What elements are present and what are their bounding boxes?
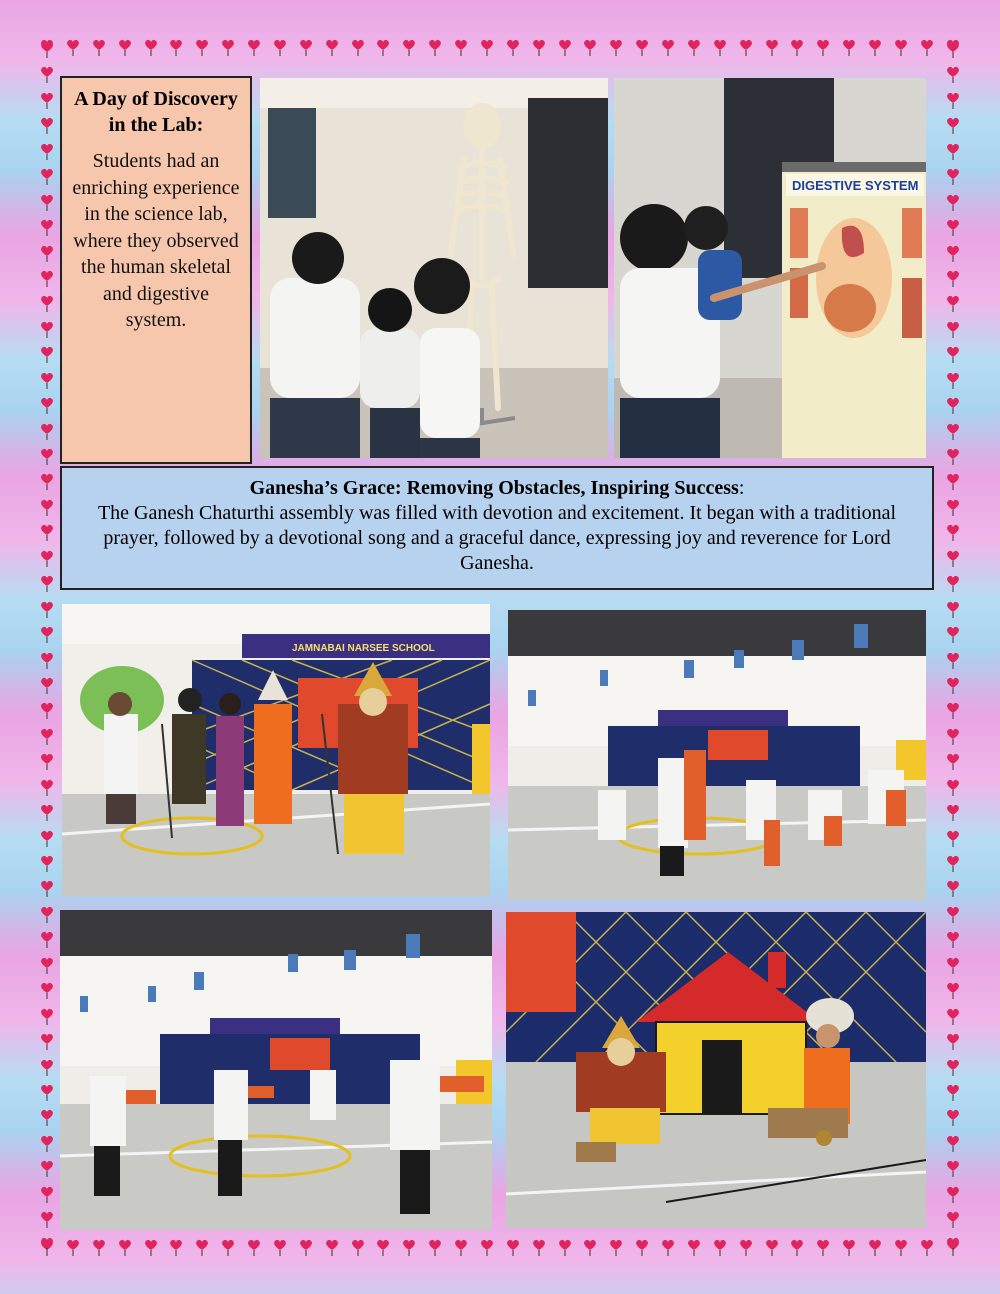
heart-balloon-icon [40,447,54,465]
heart-balloon-icon [946,116,960,134]
heart-balloon-icon [946,1007,960,1025]
heart-balloon-icon [118,38,132,56]
heart-balloon-icon [92,1238,106,1256]
heart-balloon-icon [299,1238,313,1256]
heart-balloon-icon [790,38,804,56]
heart-balloon-icon [946,956,960,974]
heart-balloon-icon [40,905,54,923]
heart-balloon-icon [40,574,54,592]
heart-balloon-icon [40,956,54,974]
heart-balloon-icon [428,1238,442,1256]
heart-balloon-icon [790,1238,804,1256]
heart-balloon-icon [40,1007,54,1025]
heart-balloon-icon [609,1238,623,1256]
heart-balloon-icon [946,371,960,389]
heart-balloon-icon [558,38,572,56]
heart-balloon-icon [428,38,442,56]
heart-balloon-icon [946,930,960,948]
heart-balloon-icon [40,371,54,389]
heart-balloon-icon [946,1210,960,1228]
lab-text: Students had an enriching experience in the science lab, where they observed the human skeletal and digestive system. [72,150,240,331]
heart-balloon-icon [713,1238,727,1256]
heart-balloon-icon [480,1238,494,1256]
heart-balloon-icon [946,218,960,236]
heart-balloon-icon [946,523,960,541]
heart-balloon-icon [40,1236,54,1254]
heart-balloon-icon [169,38,183,56]
heart-balloon-icon [273,1238,287,1256]
heart-balloon-icon [325,38,339,56]
heart-balloon-icon [273,38,287,56]
heart-balloon-icon [40,1108,54,1126]
heart-balloon-icon [946,345,960,363]
heart-balloon-icon [946,829,960,847]
heart-balloon-icon [325,1238,339,1256]
heart-balloon-icon [40,625,54,643]
heart-balloon-icon [946,193,960,211]
stage-banner-text: JAMNABAI NARSEE SCHOOL [292,643,435,654]
heart-balloon-icon [40,65,54,83]
heart-balloon-icon [894,38,908,56]
heart-balloon-icon [946,320,960,338]
heart-balloon-icon [40,1185,54,1203]
heart-balloon-icon [40,472,54,490]
heart-balloon-icon [661,38,675,56]
heart-balloon-icon [842,38,856,56]
ganesh-title: Ganesha’s Grace: Removing Obstacles, Inspiring Success [249,477,739,499]
heart-balloon-icon [40,294,54,312]
heart-balloon-icon [480,38,494,56]
heart-balloon-icon [40,778,54,796]
ganesh-text: The Ganesh Chaturthi assembly was filled with devotion and excitement. It began with a traditional prayer, followed by a devotional song and a graceful dance, expressing joy and reverence for Lord Ganesha. [97,502,897,574]
heart-balloon-icon [946,854,960,872]
heart-balloon-icon [532,38,546,56]
heart-balloon-icon [946,447,960,465]
heart-balloon-icon [946,167,960,185]
heart-balloon-icon [765,1238,779,1256]
heart-balloon-icon [40,167,54,185]
border-left [38,40,56,1254]
heart-balloon-icon [946,1083,960,1101]
heart-balloon-icon [946,752,960,770]
heart-balloon-icon [454,1238,468,1256]
heart-balloon-icon [687,1238,701,1256]
heart-balloon-icon [842,1238,856,1256]
heart-balloon-icon [402,1238,416,1256]
heart-balloon-icon [946,651,960,669]
heart-balloon-icon [920,1238,934,1256]
heart-balloon-icon [713,38,727,56]
heart-balloon-icon [946,549,960,567]
heart-balloon-icon [920,38,934,56]
heart-balloon-icon [894,1238,908,1256]
heart-balloon-icon [661,1238,675,1256]
heart-balloon-icon [40,651,54,669]
heart-balloon-icon [946,472,960,490]
heart-balloon-icon [40,829,54,847]
photo-digestive-chart [614,78,926,458]
heart-balloon-icon [40,930,54,948]
heart-balloon-icon [40,1134,54,1152]
heart-balloon-icon [40,269,54,287]
heart-balloon-icon [40,854,54,872]
heart-balloon-icon [635,1238,649,1256]
heart-balloon-icon [946,244,960,262]
border-right [944,40,962,1254]
heart-balloon-icon [40,701,54,719]
heart-balloon-icon [40,396,54,414]
heart-balloon-icon [40,345,54,363]
heart-balloon-icon [40,116,54,134]
heart-balloon-icon [40,193,54,211]
heart-balloon-icon [40,1083,54,1101]
heart-balloon-icon [558,1238,572,1256]
heart-balloon-icon [144,38,158,56]
heart-balloon-icon [946,65,960,83]
heart-balloon-icon [583,38,597,56]
heart-balloon-icon [946,40,960,58]
heart-balloon-icon [946,727,960,745]
heart-balloon-icon [66,38,80,56]
heart-balloon-icon [376,1238,390,1256]
heart-balloon-icon [506,38,520,56]
photo-stage-performers [62,604,490,896]
photo-skeleton [260,78,608,458]
heart-balloon-icon [816,1238,830,1256]
heart-balloon-icon [40,727,54,745]
heart-balloon-icon [946,701,960,719]
heart-balloon-icon [40,142,54,160]
heart-balloon-icon [946,676,960,694]
heart-balloon-icon [946,422,960,440]
heart-balloon-icon [402,38,416,56]
heart-balloon-icon [946,1032,960,1050]
heart-balloon-icon [946,269,960,287]
heart-balloon-icon [40,676,54,694]
heart-balloon-icon [946,600,960,618]
heart-balloon-icon [40,218,54,236]
heart-balloon-icon [946,1108,960,1126]
heart-balloon-icon [946,1058,960,1076]
heart-balloon-icon [40,498,54,516]
heart-balloon-icon [609,38,623,56]
ganesh-caption-box [60,466,934,590]
lab-title: A Day of Discovery in the Lab: [74,88,238,136]
photo-ganesha-scene [506,912,926,1228]
heart-balloon-icon [946,778,960,796]
heart-balloon-icon [299,38,313,56]
heart-balloon-icon [40,879,54,897]
photo-scarf-dance [60,910,492,1230]
heart-balloon-icon [40,549,54,567]
heart-balloon-icon [169,1238,183,1256]
heart-balloon-icon [40,1032,54,1050]
heart-balloon-icon [40,320,54,338]
lab-caption-box [60,76,252,464]
heart-balloon-icon [946,625,960,643]
heart-balloon-icon [946,905,960,923]
heart-balloon-icon [195,38,209,56]
heart-balloon-icon [221,38,235,56]
heart-balloon-icon [946,803,960,821]
heart-balloon-icon [583,1238,597,1256]
heart-balloon-icon [92,38,106,56]
heart-balloon-icon [946,1134,960,1152]
heart-balloon-icon [118,1238,132,1256]
heart-balloon-icon [351,38,365,56]
heart-balloon-icon [946,498,960,516]
heart-balloon-icon [868,38,882,56]
heart-balloon-icon [946,981,960,999]
heart-balloon-icon [946,396,960,414]
heart-balloon-icon [40,40,54,58]
photo-kneeling-dancers [508,610,926,900]
heart-balloon-icon [739,1238,753,1256]
heart-balloon-icon [195,1238,209,1256]
heart-balloon-icon [40,1210,54,1228]
heart-balloon-icon [739,38,753,56]
heart-balloon-icon [40,523,54,541]
heart-balloon-icon [946,1185,960,1203]
heart-balloon-icon [247,1238,261,1256]
heart-balloon-icon [144,1238,158,1256]
heart-balloon-icon [221,1238,235,1256]
heart-balloon-icon [454,38,468,56]
heart-balloon-icon [351,1238,365,1256]
heart-balloon-icon [765,38,779,56]
heart-balloon-icon [40,1058,54,1076]
heart-balloon-icon [946,574,960,592]
heart-balloon-icon [946,294,960,312]
ganesh-title-colon: : [738,477,745,499]
heart-balloon-icon [376,38,390,56]
heart-balloon-icon [635,38,649,56]
heart-balloon-icon [40,981,54,999]
heart-balloon-icon [40,600,54,618]
heart-balloon-icon [946,142,960,160]
ganesh-title-line [76,476,918,501]
heart-balloon-icon [506,1238,520,1256]
heart-balloon-icon [66,1238,80,1256]
heart-balloon-icon [532,1238,546,1256]
heart-balloon-icon [247,38,261,56]
heart-balloon-icon [40,752,54,770]
heart-balloon-icon [946,1236,960,1254]
heart-balloon-icon [40,422,54,440]
border-bottom [40,1238,960,1256]
heart-balloon-icon [946,879,960,897]
border-top [40,38,960,56]
chart-heading: DIGESTIVE SYSTEM [792,178,919,193]
heart-balloon-icon [687,38,701,56]
heart-balloon-icon [40,803,54,821]
heart-balloon-icon [946,91,960,109]
heart-balloon-icon [40,1159,54,1177]
heart-balloon-icon [946,1159,960,1177]
heart-balloon-icon [40,244,54,262]
heart-balloon-icon [40,91,54,109]
heart-balloon-icon [868,1238,882,1256]
heart-balloon-icon [816,38,830,56]
